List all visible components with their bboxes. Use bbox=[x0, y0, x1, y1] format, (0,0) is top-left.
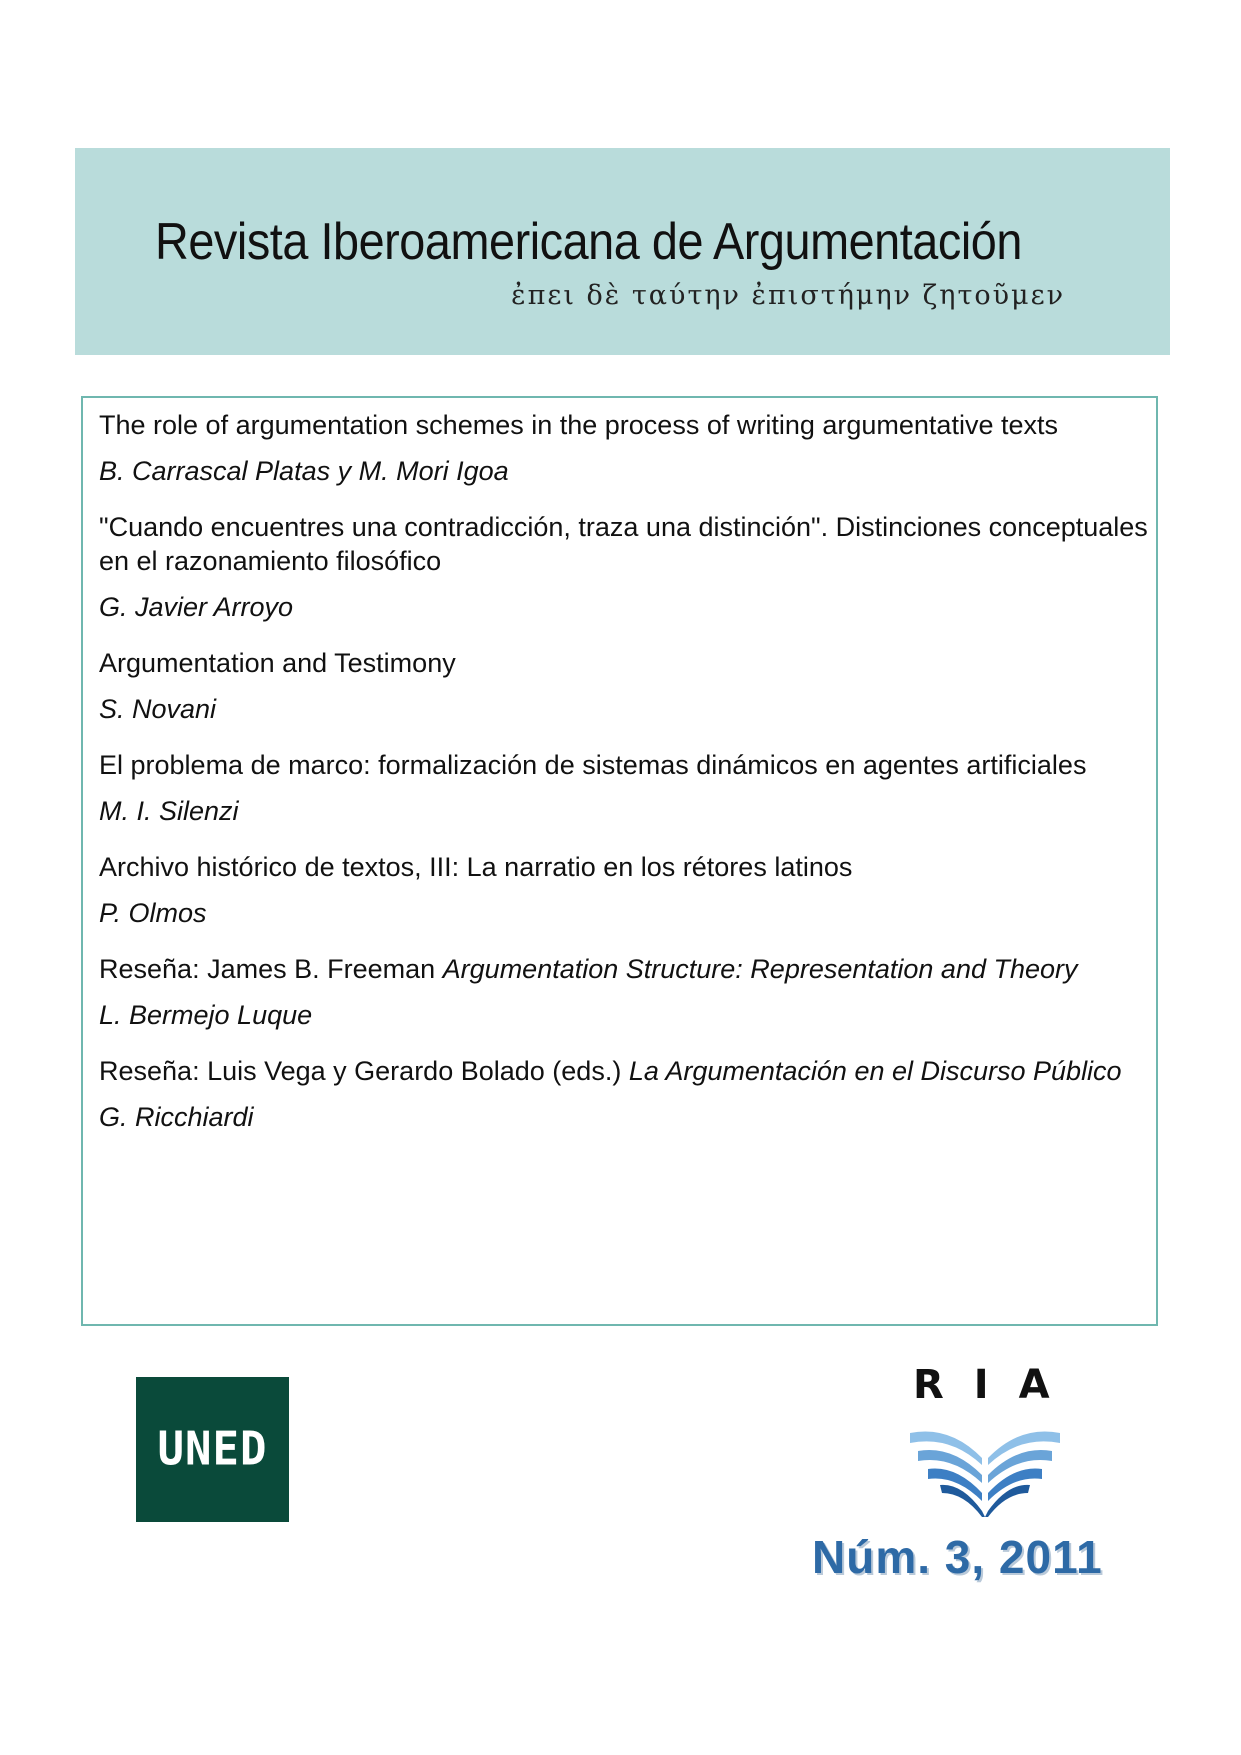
toc-entry bbox=[99, 1054, 1149, 1134]
article-author: S. Novani bbox=[99, 694, 217, 724]
toc-list bbox=[99, 408, 1149, 1156]
article-title: The role of argumentation schemes in the process of writing argumentative texts bbox=[99, 410, 1058, 440]
toc-entry bbox=[99, 646, 1149, 726]
ria-logo-text: RIA bbox=[913, 1362, 1080, 1408]
article-author: P. Olmos bbox=[99, 898, 207, 928]
table-of-contents bbox=[81, 396, 1158, 1326]
uned-logo bbox=[136, 1377, 289, 1522]
article-title: El problema de marco: formalización de sistemas dinámicos en agentes artificiales bbox=[99, 750, 1087, 780]
article-author: G. Ricchiardi bbox=[99, 1102, 254, 1132]
article-title: Reseña: James B. Freeman Argumentation Structure: Representation and Theory bbox=[99, 954, 1078, 984]
journal-title: Revista Iberoamericana de Argumentación bbox=[155, 213, 1022, 271]
article-author: M. I. Silenzi bbox=[99, 796, 239, 826]
toc-entry bbox=[99, 952, 1149, 1032]
article-title: Archivo histórico de textos, III: La narratio en los rétores latinos bbox=[99, 852, 853, 882]
article-author: L. Bermejo Luque bbox=[99, 1000, 313, 1030]
article-title: Reseña: Luis Vega y Gerardo Bolado (eds.) La Argumentación en el Discurso Público bbox=[99, 1056, 1122, 1086]
toc-entry bbox=[99, 408, 1149, 488]
open-book-icon bbox=[910, 1413, 1060, 1518]
article-title: Argumentation and Testimony bbox=[99, 648, 456, 678]
article-author: B. Carrascal Platas y M. Mori Igoa bbox=[99, 456, 509, 486]
toc-entry bbox=[99, 850, 1149, 930]
uned-logo-text: UNED bbox=[157, 1422, 268, 1477]
toc-entry bbox=[99, 748, 1149, 828]
journal-header bbox=[75, 148, 1170, 355]
toc-entry bbox=[99, 510, 1149, 624]
issue-number: Núm. 3, 2011 bbox=[812, 1531, 1103, 1583]
journal-motto: ἐπει δὲ ταύτην ἐπιστήμην ζητοῦμεν bbox=[511, 280, 1065, 311]
article-author: G. Javier Arroyo bbox=[99, 592, 294, 622]
article-title: "Cuando encuentres una contradicción, traza una distinción". Distinciones conceptuales en el razonamiento filosófico bbox=[99, 512, 1148, 576]
